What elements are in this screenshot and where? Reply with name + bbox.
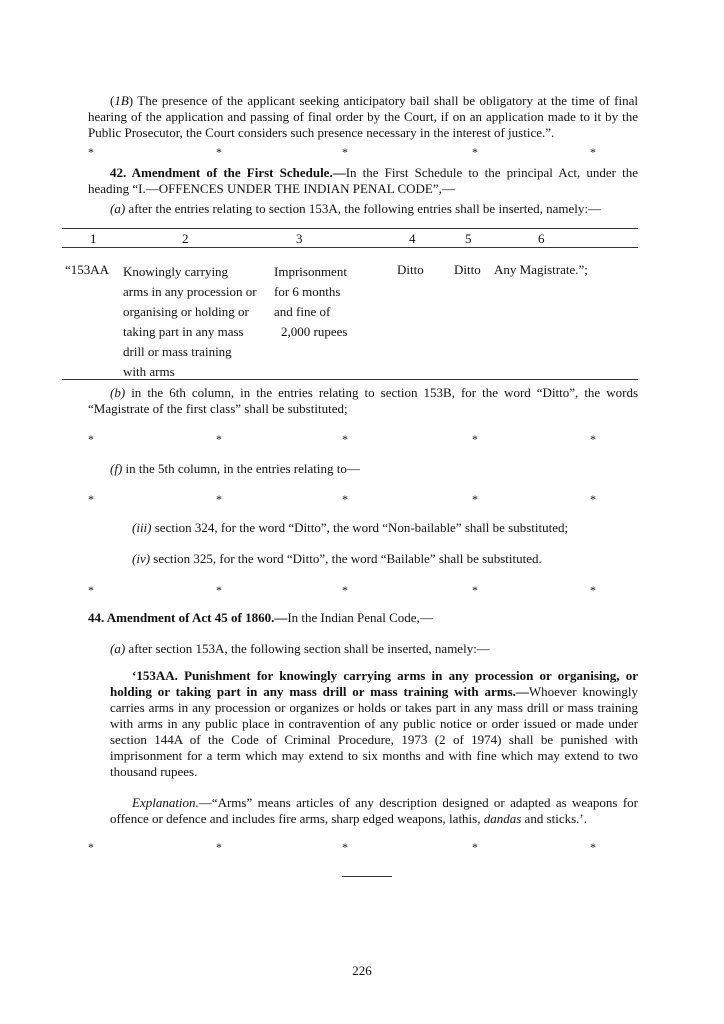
star: *: [88, 432, 94, 446]
clause-b: (b) in the 6th column, in the entries relating to section 153B, for the word “Ditto”, the words “Magistrate of the first class” shall be substituted;: [88, 385, 638, 416]
star: *: [342, 145, 348, 159]
column-number: 3: [296, 231, 303, 246]
section-42-paragraph: 42. Amendment of the First Schedule.—In the First Schedule to the principal Act, under the heading “I.—OFFENCES UNDER THE INDIAN PENAL CODE”,—: [88, 165, 639, 196]
star: *: [472, 145, 478, 159]
sub-clause-iii: (iii) section 324, for the word “Ditto”, the word “Non-bailable” shall be substituted;: [132, 520, 569, 535]
court-cell: Any Magistrate.”;: [494, 262, 588, 277]
punishment-cell: Imprisonment for 6 months and fine of 2,000 rupees: [274, 264, 348, 339]
star: *: [590, 432, 596, 446]
star: *: [472, 840, 478, 854]
star: *: [216, 145, 222, 159]
star: *: [88, 840, 94, 854]
paragraph-1b: (1B) The presence of the applicant seeking anticipatory bail shall be obligatory at the time of final hearing of the application and passing of final order by the Court, if on an application made to it by the Public Prosecutor, the Court considers such presence necessary in the interest of justice.”.: [88, 93, 638, 140]
omission-stars: [88, 491, 598, 507]
star: *: [472, 583, 478, 597]
star: *: [472, 492, 478, 506]
section-44-heading-paragraph: 44. Amendment of Act 45 of 1860.—In the Indian Penal Code,—: [88, 610, 433, 625]
cognizable-cell: Ditto: [397, 262, 424, 277]
star: *: [342, 492, 348, 506]
star: *: [216, 432, 222, 446]
omission-stars: [88, 839, 598, 855]
table-row: [62, 262, 638, 378]
omission-stars: [88, 431, 598, 447]
new-section-heading: ‘153AA. Punishment for knowingly carrying arms in any procession or organising, or holding or taking part in any mass drill or mass training with arms.—: [110, 668, 638, 699]
section-heading: 44. Amendment of Act 45 of 1860.—: [88, 610, 288, 625]
section-cell: “153AA: [65, 262, 110, 277]
star: *: [590, 145, 596, 159]
sub-clause-iv: (iv) section 325, for the word “Ditto”, the word “Bailable” shall be substituted.: [132, 551, 542, 566]
omission-stars: [88, 582, 598, 598]
table-bottom-rule: [62, 379, 638, 380]
column-number: 1: [90, 231, 97, 246]
star: *: [472, 432, 478, 446]
star: *: [88, 145, 94, 159]
omission-stars: [88, 144, 598, 160]
star: *: [342, 432, 348, 446]
star: *: [216, 840, 222, 854]
star: *: [88, 583, 94, 597]
star: *: [216, 492, 222, 506]
star: *: [590, 492, 596, 506]
clause-label: 1B: [114, 93, 129, 108]
table-top-rule: [62, 228, 638, 229]
column-number: 6: [538, 231, 545, 246]
star: *: [342, 583, 348, 597]
section-44-clause-a: (a) after section 153A, the following section shall be inserted, namely:—: [110, 641, 490, 656]
new-section-153aa: ‘153AA. Punishment for knowingly carrying arms in any procession or organising, or holding or taking part in any mass drill or mass training with arms.—Whoever knowingly carries arms in any procession or organizes or holds or takes part in any mass drill or mass training with arms in any public place in contravention of any public notice or order issued or made under section 144A of the Code of Criminal Procedure, 1973 (2 of 1974) shall be punished with imprisonment for a term which may extend to six months and with fine which may extend to two thousand rupees.: [110, 668, 638, 779]
bailable-cell: Ditto: [454, 262, 481, 277]
section-heading: 42. Amendment of the First Schedule.—: [110, 165, 346, 180]
explanation-paragraph: Explanation.—“Arms” means articles of any description designed or adapted as weapons for offence or defence and includes fire arms, sharp edged weapons, lathis, dandas and sticks.’.: [110, 795, 638, 826]
star: *: [590, 840, 596, 854]
star: *: [216, 583, 222, 597]
offence-cell: Knowingly carrying arms in any procession or organising or holding or taking part in any mass drill or mass training with arms: [123, 264, 257, 379]
column-number: 5: [465, 231, 472, 246]
star: *: [88, 492, 94, 506]
table-header-row: [62, 231, 638, 247]
end-rule: [342, 876, 392, 877]
column-number: 4: [409, 231, 416, 246]
star: *: [342, 840, 348, 854]
column-number: 2: [182, 231, 189, 246]
page-number: 226: [352, 963, 372, 978]
clause-f: (f) in the 5th column, in the entries relating to—: [110, 461, 360, 476]
section-42-clause-a: (a) after the entries relating to section 153A, the following entries shall be inserted, namely:—: [110, 201, 601, 216]
table-header-rule: [62, 247, 638, 248]
star: *: [590, 583, 596, 597]
